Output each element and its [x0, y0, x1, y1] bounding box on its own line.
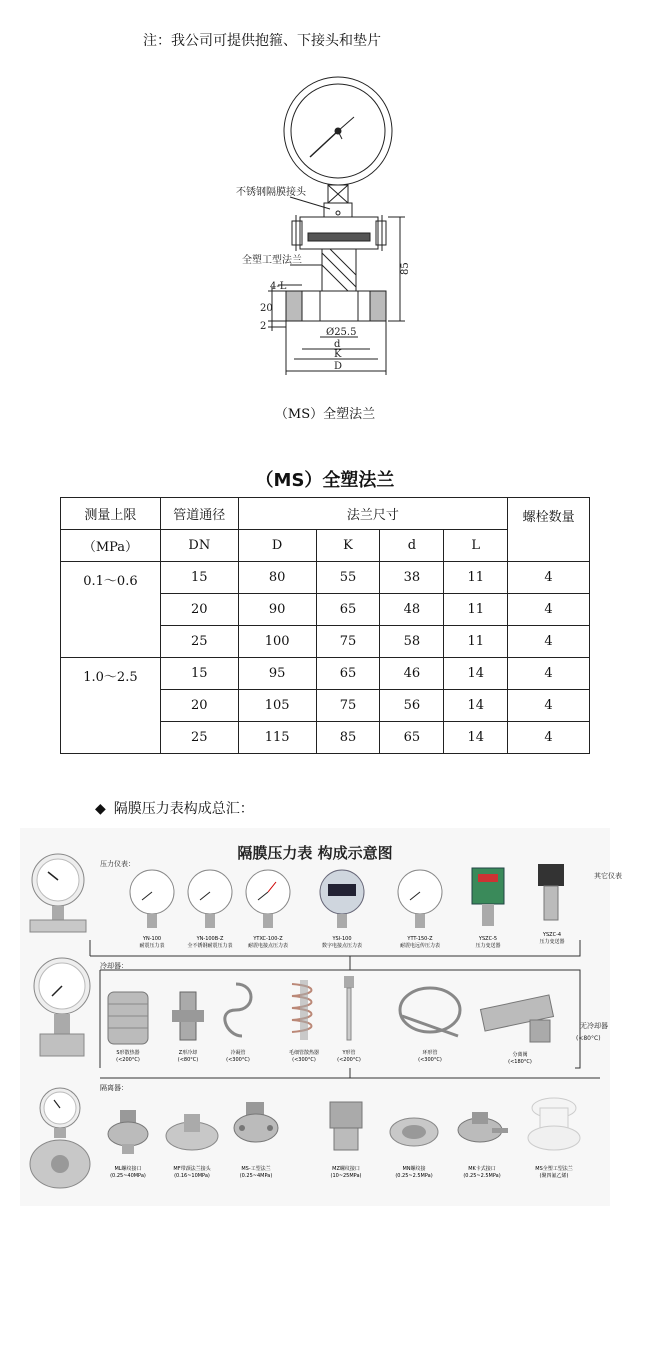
K-cell: 85 [316, 722, 380, 754]
gauge-name: YN-100B-Z [196, 936, 224, 942]
D-cell: 90 [238, 594, 316, 626]
flange-spec-table [60, 497, 590, 754]
isolator-range: (10~25MPa) [330, 1173, 362, 1179]
sec-coolers-label: 冷却器： [100, 962, 128, 970]
dim-D: D [334, 361, 343, 372]
dim-20: 20 [260, 303, 273, 314]
L-cell: 14 [444, 690, 508, 722]
gauge-name: YSZC-5 [478, 936, 498, 942]
gauge-name: YTXC-100-Z [253, 936, 283, 942]
gauge-desc: 全不锈钢耐震压力表 [187, 943, 233, 949]
dn-cell: 15 [160, 562, 238, 594]
bolts-cell: 4 [508, 722, 590, 754]
isolator-name: MZ螺纹接口 [332, 1166, 360, 1172]
isolator-name: MN螺纹接 [402, 1166, 426, 1172]
gauge-name: YTT-150-Z [407, 936, 433, 942]
header-pipe-unit: DN [160, 530, 238, 562]
header-D: D [238, 530, 316, 562]
header-flange: 法兰尺寸 [238, 498, 507, 530]
cooler-name: 分离阀 [512, 1052, 528, 1058]
cooler-temp: (<200°C) [337, 1057, 361, 1063]
range-cell: 1.0～2.5 [61, 658, 161, 754]
d-cell: 46 [380, 658, 444, 690]
header-L: L [444, 530, 508, 562]
isolator-range: (0.25~40MPa) [110, 1173, 146, 1179]
section-heading-text: 隔膜压力表构成总汇： [113, 801, 254, 817]
range-cell: 0.1～0.6 [61, 562, 161, 658]
cooler-temp: (<300°C) [292, 1057, 316, 1063]
dim-d: d [334, 339, 341, 350]
dim-2: 2 [260, 321, 267, 332]
flange-drawing [230, 75, 430, 380]
header-pipe: 管道通径 [160, 498, 238, 530]
d-cell: 58 [380, 626, 444, 658]
dn-cell: 25 [160, 722, 238, 754]
gauge-desc: 耐震电接点压力表 [247, 943, 289, 949]
K-cell: 55 [316, 562, 380, 594]
L-cell: 11 [444, 626, 508, 658]
cooler-temp: (<80°C) [177, 1057, 199, 1063]
no-cooler-temp: (<80°C) [576, 1035, 601, 1042]
label-flange: 全塑工型法兰 [242, 255, 302, 266]
isolator-name: MS全塑工型法兰 [535, 1166, 573, 1172]
dn-cell: 20 [160, 594, 238, 626]
cooler-name: Z形冷却 [178, 1050, 198, 1056]
D-cell: 105 [238, 690, 316, 722]
gauge-desc: 压力变送器 [475, 943, 501, 949]
gauge-desc: 耐震压力表 [139, 943, 165, 949]
d-cell: 56 [380, 690, 444, 722]
isolator-range: (0.25~4MPa) [239, 1173, 273, 1179]
L-cell: 11 [444, 594, 508, 626]
d-cell: 38 [380, 562, 444, 594]
d-cell: 65 [380, 722, 444, 754]
K-cell: 75 [316, 626, 380, 658]
assembled-gauge-top [30, 854, 86, 932]
isolator-name: ML螺纹接口 [114, 1166, 142, 1172]
K-cell: 65 [316, 658, 380, 690]
dim-phi: Ø25.5 [326, 327, 357, 338]
cooler-temp: (<300°C) [226, 1057, 250, 1063]
no-cooler-label: 无冷却器 [580, 1022, 608, 1030]
table-row [61, 658, 590, 690]
diagram-title: 隔膜压力表 构成示意图 [237, 844, 393, 862]
dim-4L: 4-L [270, 281, 287, 292]
section-heading [95, 798, 254, 818]
D-cell: 95 [238, 658, 316, 690]
dim-85: 85 [400, 262, 411, 275]
drawing-caption: （MS）全塑法兰 [274, 407, 376, 422]
cooler-name: 环形管 [422, 1050, 438, 1056]
d-cell: 48 [380, 594, 444, 626]
dim-K: K [334, 349, 342, 360]
D-cell: 115 [238, 722, 316, 754]
dn-cell: 25 [160, 626, 238, 658]
gauge-name: YSZC-4 [542, 932, 562, 938]
label-joint: 不锈钢隔膜接头 [236, 187, 306, 198]
gauge-name: YN-100 [142, 936, 162, 942]
header-range: 测量上限 [61, 498, 161, 530]
note-text: 注：我公司可提供抱箍、下接头和垫片 [143, 33, 381, 49]
composition-diagram [20, 828, 622, 1206]
cooler-name: 冷凝管 [230, 1050, 246, 1056]
K-cell: 75 [316, 690, 380, 722]
D-cell: 100 [238, 626, 316, 658]
header-d: d [380, 530, 444, 562]
table-title: （MS）全塑法兰 [255, 470, 395, 491]
cooler-name: 毛细管散热器 [288, 1050, 320, 1056]
L-cell: 14 [444, 658, 508, 690]
diamond-bullet-icon: ◆ [95, 801, 106, 817]
L-cell: 14 [444, 722, 508, 754]
isolator-range: (聚四氟乙烯) [539, 1173, 569, 1179]
cooler-name: Y形管 [342, 1050, 356, 1056]
table-row [61, 562, 590, 594]
dn-cell: 15 [160, 658, 238, 690]
isolator-range: (0.16~10MPa) [174, 1173, 210, 1179]
L-cell: 11 [444, 562, 508, 594]
bolts-cell: 4 [508, 690, 590, 722]
header-K: K [316, 530, 380, 562]
other-instruments-label: 其它仪表 [594, 872, 622, 880]
bolts-cell: 4 [508, 594, 590, 626]
gauge-desc: 耐震电远传压力表 [399, 943, 441, 949]
gauge-desc: 数字电接点压力表 [321, 943, 363, 949]
isolator-name: MF带颈法兰接头 [173, 1166, 211, 1172]
cooler-temp: (<300°C) [418, 1057, 442, 1063]
gauge-desc: 压力变送器 [539, 939, 565, 945]
cooler-temp: (<180°C) [508, 1059, 532, 1065]
isolator-name: MK卡式接口 [468, 1166, 496, 1172]
bolts-cell: 4 [508, 562, 590, 594]
D-cell: 80 [238, 562, 316, 594]
sec-gauges-label: 压力仪表： [100, 860, 135, 868]
sec-isolators-label: 隔离器： [100, 1084, 128, 1092]
isolator-range: (0.25~2.5MPa) [463, 1173, 501, 1179]
bolts-cell: 4 [508, 658, 590, 690]
dn-cell: 20 [160, 690, 238, 722]
isolator-name: MS-工型法兰 [241, 1166, 271, 1172]
bolts-cell: 4 [508, 626, 590, 658]
header-bolts: 螺栓数量 [508, 498, 590, 562]
header-range-unit: （MPa） [61, 530, 161, 562]
isolator-range: (0.25~2.5MPa) [395, 1173, 433, 1179]
cooler-name: S形散热器 [116, 1050, 140, 1056]
gauge-name: YSI-100 [332, 936, 352, 942]
cooler-temp: (<200°C) [116, 1057, 140, 1063]
K-cell: 65 [316, 594, 380, 626]
